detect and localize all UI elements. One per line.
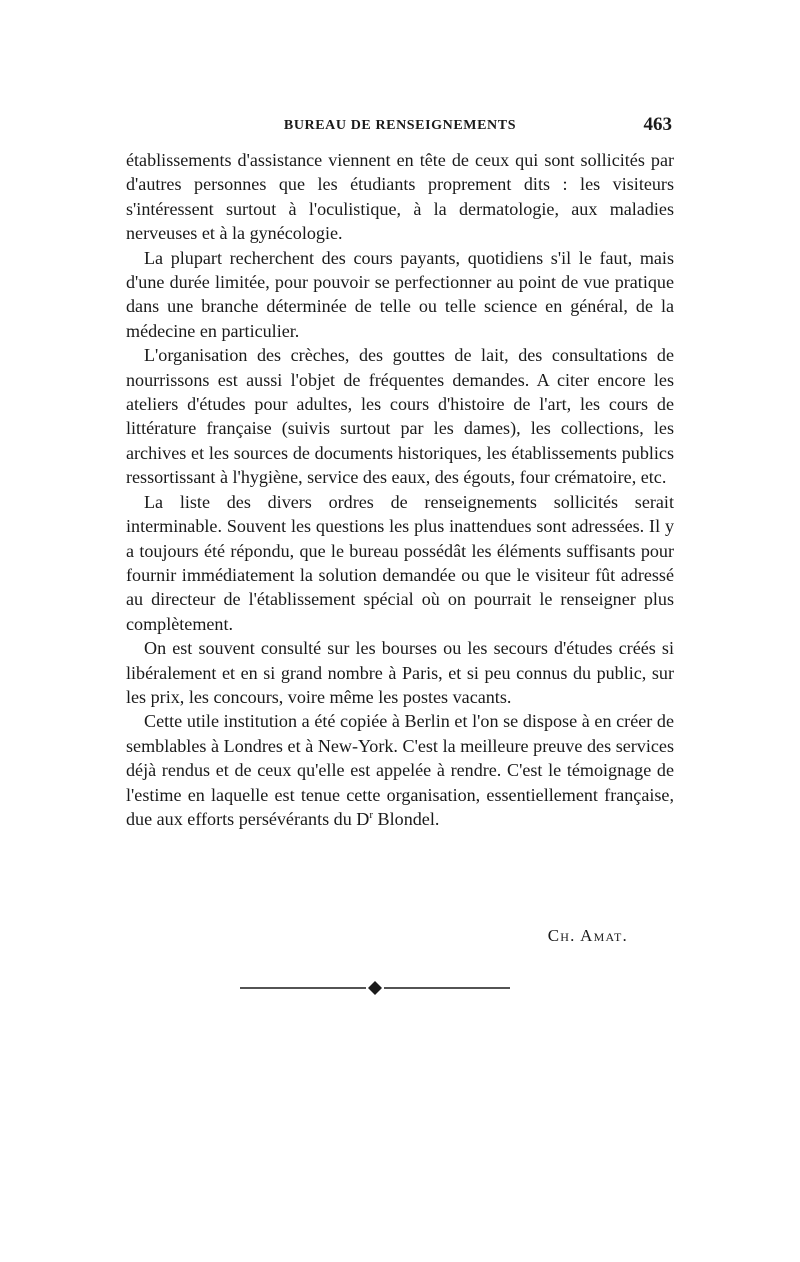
paragraph-6-end: Blondel. [373, 808, 440, 829]
running-title: BUREAU DE RENSEIGNEMENTS [283, 118, 517, 133]
page-number: 463 [643, 114, 672, 135]
end-ornament-rule [240, 978, 510, 998]
running-head [126, 114, 674, 140]
diamond-ornament-icon [368, 981, 382, 995]
body-text [126, 148, 674, 831]
paragraph-6-text: Cette utile institution a été copiée à Berlin et l'on se dispose à en créer de semblables à Londres et à New-York. C'est la meilleure preuve des services déjà rendus et de ceux qu'elle est appelée à rendre. C'est le témoignage de l'estime en laquelle est tenue cette organisation, essentiellement française, due aux efforts persévérants du D [126, 711, 674, 829]
paragraph-3: L'organisation des crèches, des gouttes de lait, des consultations de nourrissons est aussi l'objet de fréquentes demandes. A citer encore les ateliers d'études pour adultes, les cours d'histoire de l'art, les cours de littérature française (suivis surtout par les dames), les collections, les archives et les sources de documents historiques, les établissements publics ressortissant à l'hygiène, service des eaux, des égouts, four crématoire, etc. [126, 345, 674, 488]
paragraph-1: établissements d'assistance viennent en tête de ceux qui sont sollicités par d'autres personnes que les étudiants proprement dits : les visiteurs s'intéressent surtout à l'oculistique, à la dermatologie, aux maladies nerveuses et à la gynécologie. [126, 150, 674, 244]
paragraph-5: On est souvent consulté sur les bourses ou les secours d'études créés si libéralement et en si grand nombre à Paris, et si peu connus du public, sur les prix, les concours, voire même les postes vacants. [126, 638, 674, 707]
paragraph-2: La plupart recherchent des cours payants, quotidiens s'il le faut, mais d'une durée limitée, pour pouvoir se perfectionner au point de vue pratique dans une branche déterminée de telle ou telle science en général, de la médecine en particulier. [126, 247, 674, 341]
doctor-superscript: r [369, 808, 374, 821]
author-signature: Ch. Amat. [547, 926, 628, 945]
paragraph-6 [126, 709, 674, 831]
paragraph-4: La liste des divers ordres de renseignements sollicités serait interminable. Souvent les questions les plus inattendues sont adressées. Il y a toujours été répondu, que le bureau possédât les éléments suffisants pour fournir immédiatement la solution demandée ou que le visiteur fût adressé au directeur de l'établissement spécial où on pourrait le renseigner plus complètement. [126, 491, 674, 634]
